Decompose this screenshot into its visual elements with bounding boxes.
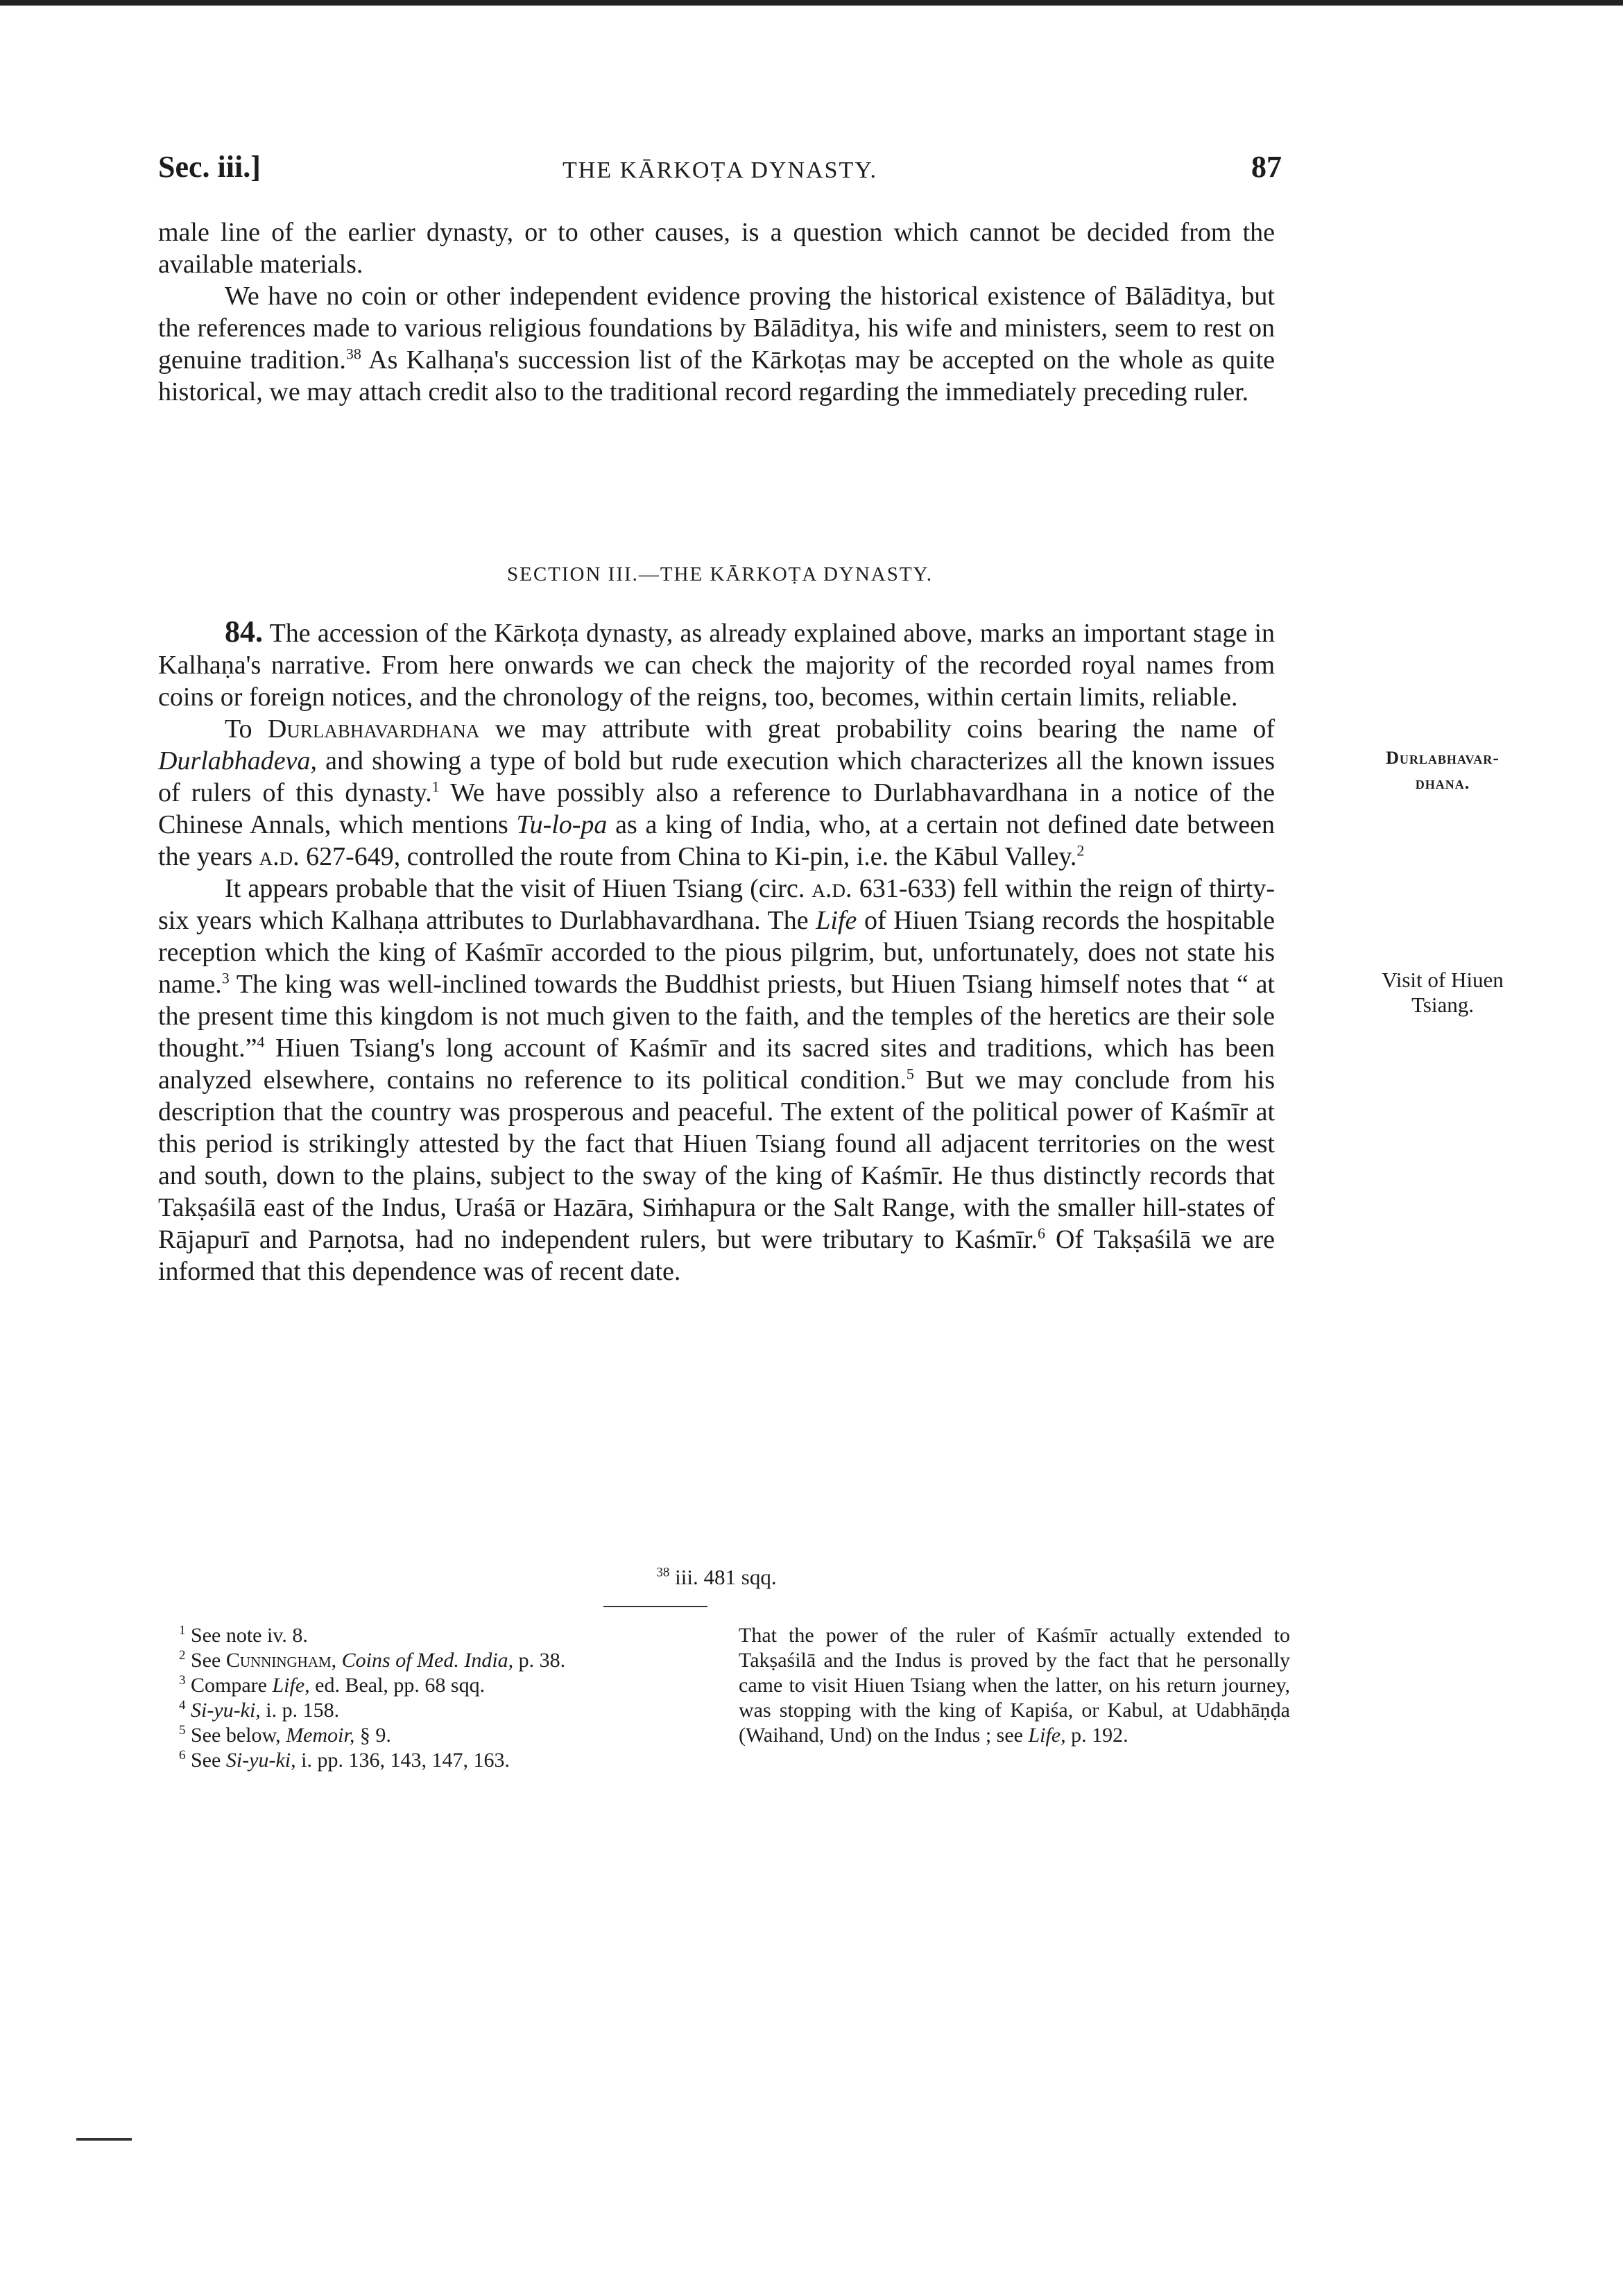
header-section: Sec. iii.]	[158, 150, 261, 184]
footnote-6-continuation: That the power of the ruler of Kaśmīr actually extended to Takṣaśilā and the Indus is proved by the fact that he personally came to visit Hiuen Tsiang when the latter, on his return journey, was stopping with the king of Kapiśa, or Kabul, at Udabhāṇḍa (Waihand, Und) on the Indus ; see Life, p. 192.	[739, 1624, 1290, 1747]
footnote-marker-6: 6	[1037, 1224, 1045, 1242]
main-text	[158, 616, 1275, 1287]
footnote-3: $^3$ Compare Life, ed. Beal, pp. 68 sqq.	[179, 1673, 486, 1697]
ruler-name: Durlabhavardhana	[267, 714, 480, 744]
top-edge-rule	[0, 0, 1623, 6]
footnotes-left-column	[158, 1623, 706, 1773]
footnote-marker-1: 1	[431, 778, 440, 796]
ref-38-marker: 38	[345, 345, 361, 363]
coin-name: Durlabhadeva,	[158, 746, 318, 776]
footnote-6: $^6$ See Si-yu-ki, i. pp. 136, 143, 147, 163.	[179, 1748, 510, 1772]
continuation-paragraph: male line of the earlier dynasty, or to other causes, is a question which cannot be decided from the available materials.	[158, 218, 1275, 279]
running-header	[158, 149, 1282, 198]
header-title: THE KĀRKOṬA DYNASTY.	[563, 157, 877, 183]
paragraph-84: 84. The accession of the Kārkoṭa dynasty, as already explained above, marks an important stage in Kalhaṇa's narrative. From here onwards we can check the majority of the recorded royal names from coins or foreign notices, and the chronology of the reigns, too, becomes, within certain limits, reliable.	[158, 615, 1275, 712]
scan-mark	[76, 2138, 132, 2141]
durlabha-paragraph: To Durlabhavardhana we may attribute with great probability coins bearing the name of Durlabhadeva, and showing a type of bold but rude execution which characterizes all the known issues of rulers of this dynasty.$^1$ We have possibly also a reference to Durlabhavardhana in a notice of the Chinese Annals, which mentions Tu-lo-pa as a king of India, who, at a certain not defined date between the years a.d. 627-649, controlled the route from China to Ki-pin, i.e. the Kābul Valley.$^2$	[158, 714, 1275, 871]
footnote-5: $^5$ See below, Memoir, § 9.	[179, 1723, 391, 1747]
footnote-1: $^1$ See note iv. 8.	[179, 1623, 308, 1647]
footnote-38: $^{38}$ iii. 481 sqq.	[656, 1565, 777, 1589]
footnote-marker-3: 3	[221, 969, 230, 987]
footnote-4: $^4$ Si-yu-ki, i. p. 158.	[179, 1698, 340, 1722]
baladitya-paragraph: We have no coin or other independent evidence proving the historical existence of Bālāditya, but the references made to various religious foundations by Bālāditya, his wife and ministers, seem to rest on genuine tradition.$^{38}$ As Kalhaṇa's succession list of the Kārkoṭas may be accepted on the whole as quite historical, we may attach credit also to the traditional record regarding the immediately preceding ruler.	[158, 282, 1275, 406]
page-number: 87	[1251, 150, 1282, 184]
margin-note-durlabhavardhana: Durlabhavar- dhana.	[1386, 748, 1500, 793]
footnote-marker-5: 5	[906, 1065, 914, 1083]
footnote-marker-2: 2	[1076, 841, 1085, 859]
footnote-marker-4: 4	[257, 1033, 265, 1051]
margin-note-visit-hiuen-tsiang: Visit of Hiuen Tsiang.	[1382, 968, 1504, 1017]
opening-text	[158, 216, 1275, 408]
paragraph-number: 84.	[225, 615, 263, 649]
hiuen-tsiang-paragraph: It appears probable that the visit of Hiuen Tsiang (circ. a.d. 631-633) fell within the reign of thirty-six years which Kalhaṇa attributes to Durlabhavardhana. The Life of Hiuen Tsiang records the hospitable reception which the king of Kaśmīr accorded to the pious pilgrim, but, unfortunately, does not state his name.$^3$ The king was well-inclined towards the Buddhist priests, but Hiuen Tsiang himself notes that “ at the present time this kingdom is not much given to the faith, and the temples of the heretics are their sole thought.”$^4$ Hiuen Tsiang's long account of Kaśmīr and its sacred sites and traditions, which has been analyzed elsewhere, contains no reference to its political condition.$^5$ But we may conclude from his description that the country was prosperous and peaceful. The extent of the political power of Kaśmīr at this period is strikingly attested by the fact that Hiuen Tsiang found all adjacent territories on the west and south, down to the plains, subject to the sway of the king of Kaśmīr. He thus distinctly records that Takṣaśilā east of the Indus, Uraśā or Hazāra, Siṁhapura or the Salt Range, with the smaller hill-states of Rājapurī and Parṇotsa, had no independent rulers, but were tributary to Kaśmīr.$^6$ Of Takṣaśilā we are informed that this dependence was of recent date.	[158, 874, 1275, 1286]
section-heading: SECTION III.—THE KĀRKOṬA DYNASTY.	[506, 563, 934, 585]
footnote-rule	[603, 1606, 707, 1607]
chinese-name: Tu-lo-pa	[516, 810, 608, 839]
footnote-2: $^2$ See Cunningham, Coins of Med. India, p. 38.	[179, 1648, 566, 1672]
